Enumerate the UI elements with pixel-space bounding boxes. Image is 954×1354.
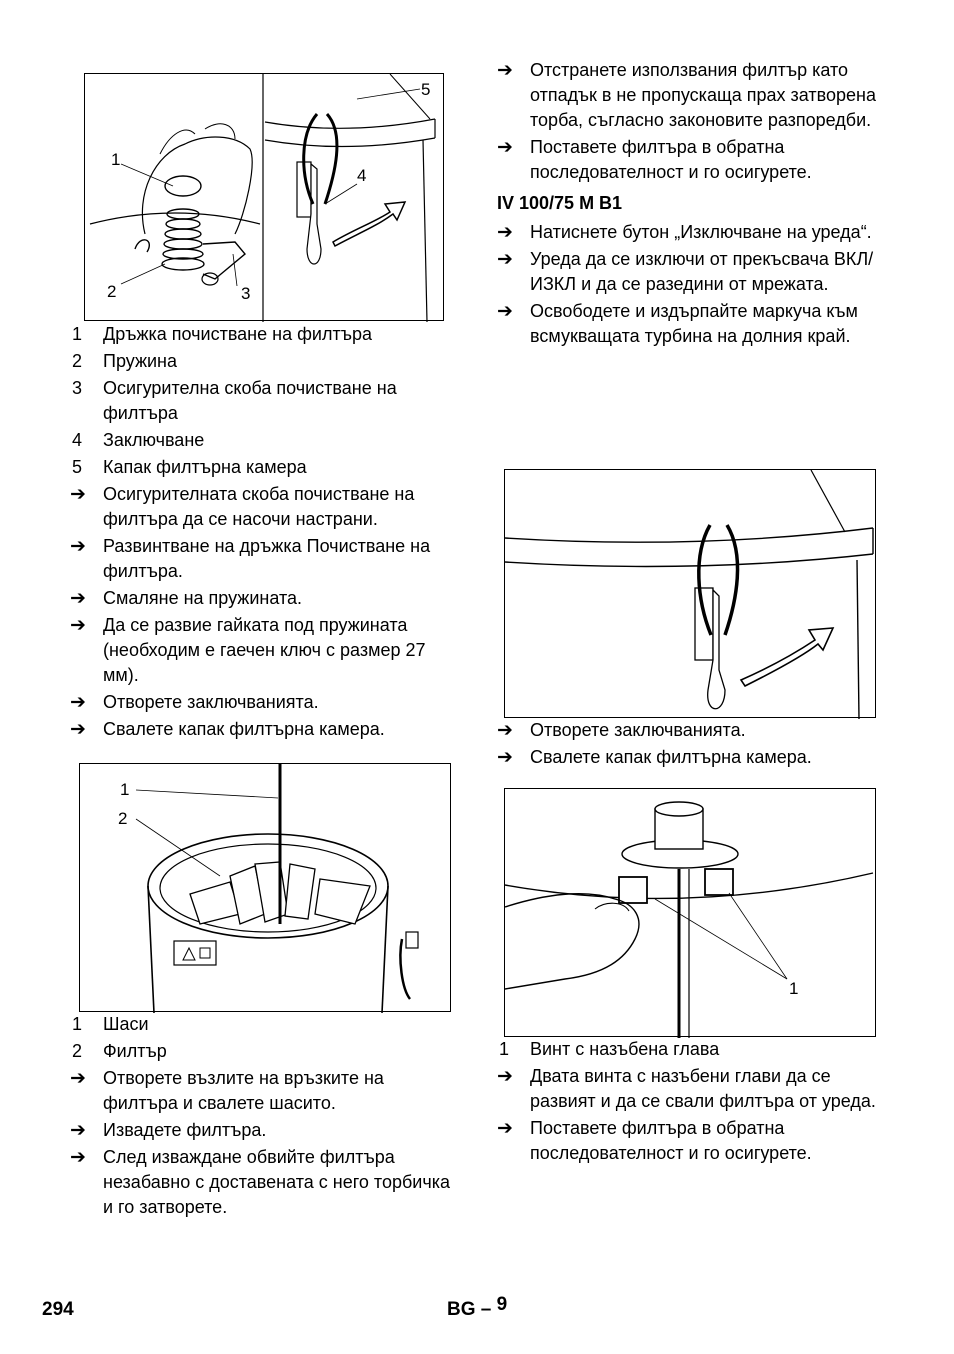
callout-4: 4 <box>357 166 367 185</box>
step-text: Свалете капак филтърна камера. <box>530 747 812 767</box>
legend-item <box>497 1037 889 1062</box>
legend-item <box>70 322 460 347</box>
page-number: 294 <box>42 1299 74 1320</box>
callout-2: 2 <box>118 809 128 828</box>
figure-filter-cleaning-handle <box>84 73 444 321</box>
legend-item <box>70 1039 460 1064</box>
arrow-icon: ➔ <box>497 137 513 158</box>
figure-2-drawing <box>80 764 452 1013</box>
step-text: Отворете заключванията. <box>530 720 746 740</box>
figure-4-drawing <box>505 789 877 1038</box>
step-text: Развинтване на дръжка Почистване на филтъра. <box>103 536 431 581</box>
step-text: Поставете филтъра в обратна последователност и го осигурете. <box>530 1118 812 1163</box>
step-text: Свалете капак филтърна камера. <box>103 719 385 739</box>
step-item <box>497 58 889 133</box>
footer-language-page <box>447 1294 508 1321</box>
step-text: Натиснете бутон „Изключване на уреда“. <box>530 222 872 242</box>
right-column-middle <box>497 718 889 772</box>
step-item <box>70 1145 460 1220</box>
step-item <box>70 1066 460 1116</box>
legend-text: Заключване <box>103 430 205 450</box>
legend-number: 1 <box>499 1039 510 1059</box>
figure-chassis-filter <box>79 763 451 1012</box>
step-text: Поставете филтъра в обратна последователност и го осигурете. <box>530 137 812 182</box>
step-item <box>497 247 889 297</box>
step-text: Освободете и издърпайте маркуча към всмукващата турбина на долния край. <box>530 301 858 346</box>
legend-number: 3 <box>72 378 83 398</box>
legend-number: 1 <box>72 324 83 344</box>
legend-text: Осигурителна скоба почистване на филтъра <box>103 378 397 423</box>
callout-5: 5 <box>421 80 431 99</box>
step-item <box>497 220 889 245</box>
callout-2: 2 <box>107 282 117 301</box>
legend-item <box>70 376 460 426</box>
legend-text: Филтър <box>103 1041 167 1061</box>
right-column-lower <box>497 1037 889 1168</box>
legend-item <box>70 1012 460 1037</box>
arrow-icon: ➔ <box>70 536 86 557</box>
legend-item <box>70 349 460 374</box>
left-column-lower <box>70 1012 460 1222</box>
figure-knurled-screws <box>504 788 876 1037</box>
legend-text: Пружина <box>103 351 177 371</box>
arrow-icon: ➔ <box>70 719 86 740</box>
footer-dash: – <box>480 1299 492 1320</box>
step-item <box>497 745 889 770</box>
arrow-icon: ➔ <box>70 692 86 713</box>
legend-text: Капак филтърна камера <box>103 457 307 477</box>
step-text: Отворете заключванията. <box>103 692 319 712</box>
arrow-icon: ➔ <box>497 60 513 81</box>
arrow-icon: ➔ <box>497 1118 513 1139</box>
right-column <box>497 58 889 351</box>
step-text: Отворете възлите на връзките на филтъра и свалете шасито. <box>103 1068 384 1113</box>
arrow-icon: ➔ <box>497 720 513 741</box>
legend-number: 2 <box>72 351 83 371</box>
step-text: Уреда да се изключи от прекъсвача ВКЛ/ИЗКЛ и да се разедини от мрежата. <box>530 249 874 294</box>
figure-lid-latch <box>504 469 876 718</box>
step-item <box>70 586 460 611</box>
legend-number: 4 <box>72 430 83 450</box>
step-item <box>70 690 460 715</box>
step-item <box>70 482 460 532</box>
step-item <box>497 1064 889 1114</box>
step-item <box>497 135 889 185</box>
step-item <box>497 299 889 349</box>
legend-item <box>70 455 460 480</box>
callout-3: 3 <box>241 284 251 303</box>
step-item <box>70 534 460 584</box>
legend-item <box>70 428 460 453</box>
arrow-icon: ➔ <box>70 1147 86 1168</box>
legend-number: 2 <box>72 1041 83 1061</box>
footer-lang: BG <box>447 1299 476 1320</box>
step-text: Извадете филтъра. <box>103 1120 267 1140</box>
left-column <box>70 322 460 744</box>
callout-1: 1 <box>789 979 799 998</box>
step-text: Двата винта с назъбени глави да се развият и да се свали филтъра от уреда. <box>530 1066 876 1111</box>
figure-1-drawing <box>85 74 445 322</box>
step-text: Да се развие гайката под пружината (необходим е гаечен ключ с размер 27 мм). <box>103 615 426 685</box>
callout-1: 1 <box>120 780 130 799</box>
callout-1: 1 <box>111 150 121 169</box>
arrow-icon: ➔ <box>497 222 513 243</box>
arrow-icon: ➔ <box>70 615 86 636</box>
section-heading: IV 100/75 M B1 <box>497 193 623 213</box>
step-text: Смаляне на пружината. <box>103 588 303 608</box>
step-item <box>497 718 889 743</box>
arrow-icon: ➔ <box>497 747 513 768</box>
step-item <box>70 1118 460 1143</box>
footer-section-page: 9 <box>496 1294 508 1315</box>
figure-3-drawing <box>505 470 877 719</box>
step-text: Отстранете използвания филтър като отпадък в не пропускаща прах затворена торба, съгласно законовите разпоредби. <box>530 60 877 130</box>
legend-number: 5 <box>72 457 83 477</box>
legend-text: Дръжка почистване на филтъра <box>103 324 372 344</box>
legend-number: 1 <box>72 1014 83 1034</box>
arrow-icon: ➔ <box>497 249 513 270</box>
arrow-icon: ➔ <box>497 1066 513 1087</box>
arrow-icon: ➔ <box>497 301 513 322</box>
step-text: Осигурителната скоба почистване на филтъра да се насочи настрани. <box>103 484 415 529</box>
step-item <box>497 1116 889 1166</box>
step-item <box>70 613 460 688</box>
arrow-icon: ➔ <box>70 588 86 609</box>
arrow-icon: ➔ <box>70 484 86 505</box>
arrow-icon: ➔ <box>70 1068 86 1089</box>
legend-text: Шаси <box>103 1014 149 1034</box>
step-item <box>70 717 460 742</box>
arrow-icon: ➔ <box>70 1120 86 1141</box>
step-text: След изваждане обвийте филтъра незабавно с доставената с него торбичка и го затворете. <box>103 1147 451 1217</box>
legend-text: Винт с назъбена глава <box>530 1039 720 1059</box>
